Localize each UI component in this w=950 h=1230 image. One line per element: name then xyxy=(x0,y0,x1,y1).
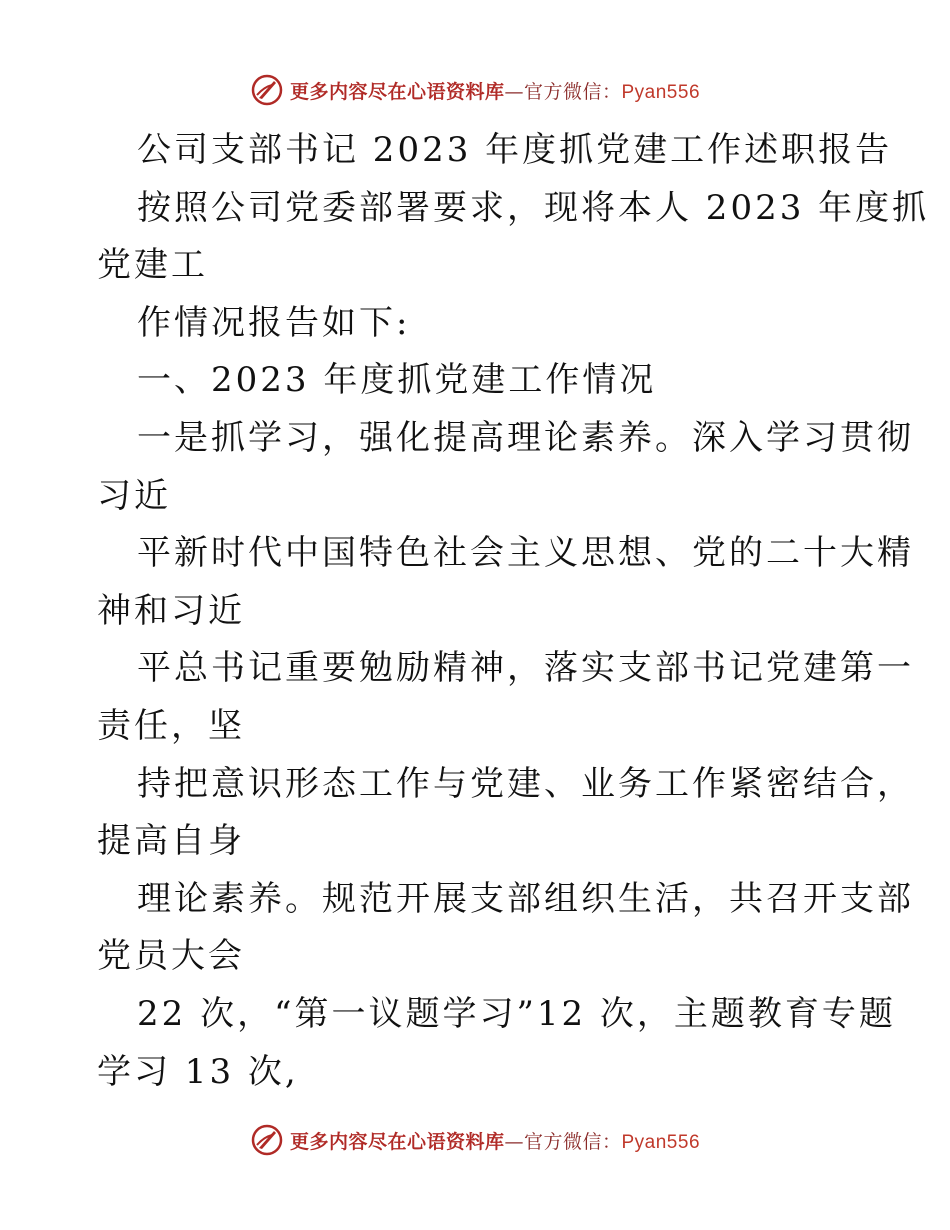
text-line: 公司支部书记 2023 年度抓党建工作述职报告 xyxy=(137,130,893,170)
text-line: 党员大会 xyxy=(97,936,245,977)
header-watermark xyxy=(0,70,950,110)
quill-logo-icon xyxy=(250,73,284,107)
watermark-site-name: 更多内容尽在心语资料库 xyxy=(289,1130,505,1153)
text-line: 理论素养。规范开展支部组织生活，共召开支部 xyxy=(137,878,914,919)
watermark-text xyxy=(290,1127,700,1154)
text-line: 平总书记重要勉励精神，落实支部书记党建第一 xyxy=(137,648,914,689)
text-line: 一是抓学习，强化提高理论素养。深入学习贯彻 xyxy=(137,417,914,458)
text-line: 提高自身 xyxy=(97,821,245,862)
text-line: 一、2023 年度抓党建工作情况 xyxy=(137,360,657,401)
watermark-wechat-label: —官方微信： xyxy=(504,80,622,103)
watermark-wechat-id: Pyan556 xyxy=(621,81,701,103)
text-line: 平新时代中国特色社会主义思想、党的二十大精 xyxy=(137,533,914,574)
watermark-wechat-label: —官方微信： xyxy=(504,1130,622,1153)
text-line: 党建工 xyxy=(97,245,208,286)
text-line: 责任，坚 xyxy=(97,705,245,746)
text-line: 持把意识形态工作与党建、业务工作紧密结合， xyxy=(137,763,914,804)
text-line: 学习 13 次, xyxy=(97,1051,299,1092)
text-line: 作情况报告如下: xyxy=(137,302,411,343)
watermark-text xyxy=(290,77,700,104)
text-line: 习近 xyxy=(97,475,171,516)
text-line: 22 次，“第一议题学习”12 次，主题教育专题 xyxy=(137,993,896,1034)
document-body xyxy=(97,122,930,1101)
text-line: 按照公司党委部署要求，现将本人 2023 年度抓 xyxy=(137,187,930,228)
footer-watermark xyxy=(0,1120,950,1160)
text-line: 神和习近 xyxy=(97,590,245,631)
quill-logo-icon xyxy=(250,1123,284,1157)
watermark-wechat-id: Pyan556 xyxy=(621,1131,701,1153)
watermark-site-name: 更多内容尽在心语资料库 xyxy=(289,80,505,103)
